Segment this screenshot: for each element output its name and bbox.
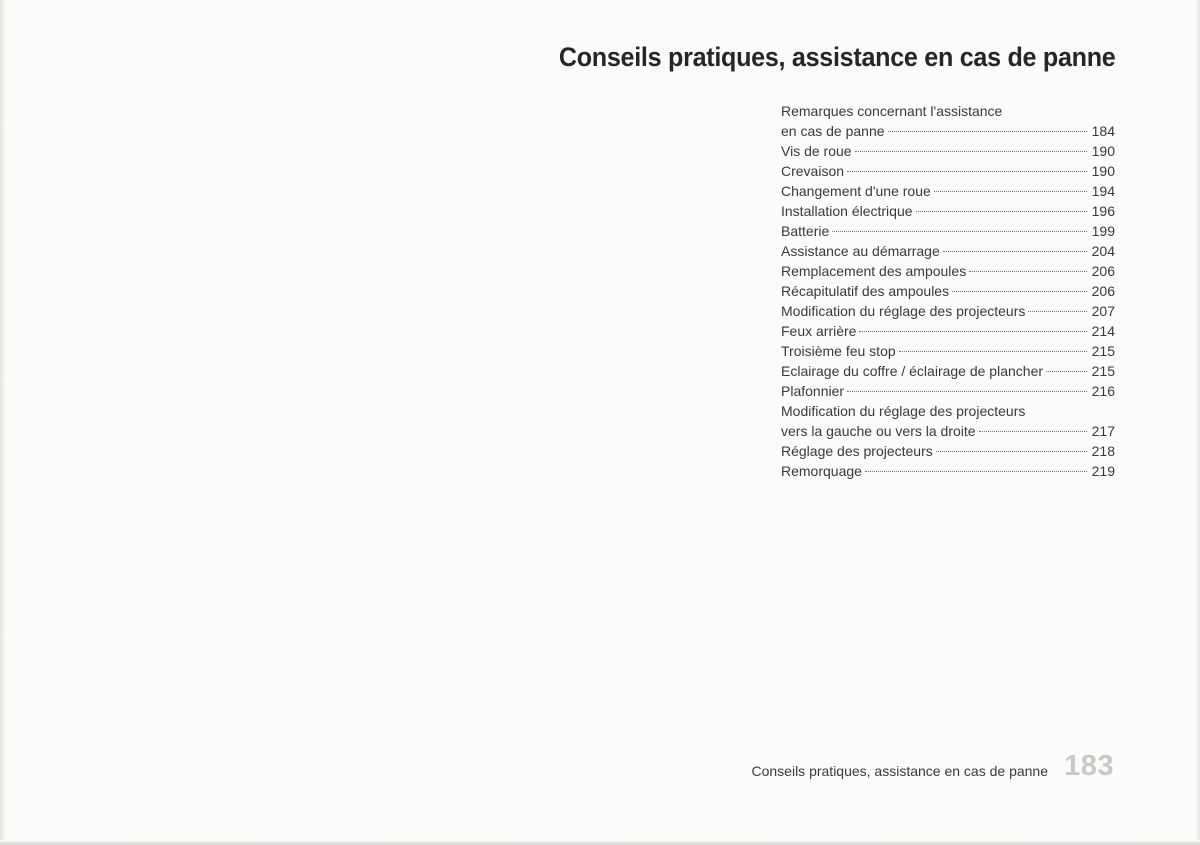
toc-entry-row (781, 221, 1115, 241)
toc-entry[interactable] (781, 301, 1115, 321)
toc-entry-label: Plafonnier (781, 383, 845, 399)
toc-entry[interactable] (781, 401, 1115, 441)
toc-entry-row (781, 341, 1115, 361)
toc-entry-page-number: 217 (1091, 423, 1115, 439)
toc-entry-row (781, 241, 1115, 261)
toc-entry-page-number: 206 (1091, 283, 1115, 299)
toc-entry-label-line1: Remarques concernant l'assistance (781, 103, 1003, 119)
toc-entry[interactable] (781, 181, 1115, 201)
toc-entry-label: Changement d'une roue (781, 183, 931, 199)
toc-entry-row (781, 461, 1115, 481)
toc-dot-leader (934, 191, 1087, 192)
toc-entry-label: en cas de panne (781, 123, 885, 139)
toc-entry-page-number: 204 (1091, 243, 1115, 259)
toc-entry[interactable] (781, 321, 1115, 341)
toc-entry[interactable] (781, 241, 1115, 261)
toc-entry-label: Assistance au démarrage (781, 243, 940, 259)
toc-entry-row (781, 421, 1115, 441)
toc-entry-label: vers la gauche ou vers la droite (781, 423, 976, 439)
toc-entry-row (781, 321, 1115, 341)
toc-dot-leader (855, 151, 1087, 152)
toc-dot-leader (1028, 311, 1087, 312)
toc-entry-label-line1: Modification du réglage des projecteurs (781, 403, 1026, 419)
toc-entry[interactable] (781, 201, 1115, 221)
toc-entry-page-number: 184 (1091, 123, 1115, 139)
toc-entry-row (781, 161, 1115, 181)
toc-entry-row (781, 201, 1115, 221)
footer-page-number: 183 (1064, 750, 1114, 782)
toc-entry-label: Réglage des projecteurs (781, 443, 933, 459)
toc-entry[interactable] (781, 141, 1115, 161)
toc-entry-page-number: 190 (1091, 163, 1115, 179)
toc-dot-leader (888, 131, 1087, 132)
toc-entry-row (781, 261, 1115, 281)
toc-dot-leader (916, 211, 1087, 212)
toc-entry[interactable] (781, 101, 1115, 141)
toc-entry-row (781, 361, 1115, 381)
toc-entry-page-number: 214 (1091, 323, 1115, 339)
toc-entry-page-number: 215 (1091, 343, 1115, 359)
toc-entry[interactable] (781, 441, 1115, 461)
toc-dot-leader (1046, 371, 1087, 372)
toc-entry-page-number: 218 (1091, 443, 1115, 459)
toc-entry-row (781, 381, 1115, 401)
toc-entry-page-number: 216 (1091, 383, 1115, 399)
page-title: Conseils pratiques, assistance en cas de panne (558, 42, 1115, 72)
toc-entry-page-number: 199 (1091, 223, 1115, 239)
page-scan-edge-left (0, 0, 6, 845)
toc-entry-page-number: 207 (1091, 303, 1115, 319)
toc-entry-page-number: 215 (1091, 363, 1115, 379)
toc-entry[interactable] (781, 341, 1115, 361)
toc-entry-page-number: 194 (1091, 183, 1115, 199)
toc-entry-row (781, 141, 1115, 161)
toc-entry-row (781, 281, 1115, 301)
toc-entry[interactable] (781, 281, 1115, 301)
toc-entry-row (781, 441, 1115, 461)
toc-entry-page-number: 190 (1091, 143, 1115, 159)
toc-dot-leader (847, 391, 1087, 392)
toc-dot-leader (979, 431, 1087, 432)
footer-section-title: Conseils pratiques, assistance en cas de panne (751, 763, 1048, 779)
toc-dot-leader (943, 251, 1087, 252)
toc-entry-label: Crevaison (781, 163, 845, 179)
toc-entry-row (781, 181, 1115, 201)
toc-dot-leader (899, 351, 1087, 352)
toc-entry-row (781, 301, 1115, 321)
toc-dot-leader (859, 331, 1087, 332)
toc-entry[interactable] (781, 381, 1115, 401)
toc-dot-leader (969, 271, 1087, 272)
toc-entry[interactable] (781, 361, 1115, 381)
toc-entry-label: Eclairage du coffre / éclairage de plancher (781, 363, 1044, 379)
toc-dot-leader (847, 171, 1087, 172)
toc-dot-leader (936, 451, 1087, 452)
toc-entry-row (781, 121, 1115, 141)
page-scan-edge-bottom (0, 840, 1200, 845)
toc-dot-leader (832, 231, 1087, 232)
toc-entry[interactable] (781, 461, 1115, 481)
toc-entry-label: Batterie (781, 223, 830, 239)
toc-entry-label: Feux arrière (781, 323, 857, 339)
toc-entry-label: Troisième feu stop (781, 343, 896, 359)
toc-entry-label: Récapitulatif des ampoules (781, 283, 950, 299)
toc-entry-page-number: 196 (1091, 203, 1115, 219)
toc-entry-label: Installation électrique (781, 203, 913, 219)
toc-entry-label: Remplacement des ampoules (781, 263, 967, 279)
toc-entry-page-number: 219 (1091, 463, 1115, 479)
toc-entry[interactable] (781, 161, 1115, 181)
toc-dot-leader (865, 471, 1087, 472)
toc-entry-label: Vis de roue (781, 143, 852, 159)
toc-entry[interactable] (781, 261, 1115, 281)
toc-entry-page-number: 206 (1091, 263, 1115, 279)
toc-entry[interactable] (781, 221, 1115, 241)
toc-entry-label: Remorquage (781, 463, 862, 479)
toc-entry-label: Modification du réglage des projecteurs (781, 303, 1026, 319)
table-of-contents (781, 101, 1115, 481)
toc-dot-leader (952, 291, 1087, 292)
page-scan-edge-right (1196, 0, 1200, 845)
